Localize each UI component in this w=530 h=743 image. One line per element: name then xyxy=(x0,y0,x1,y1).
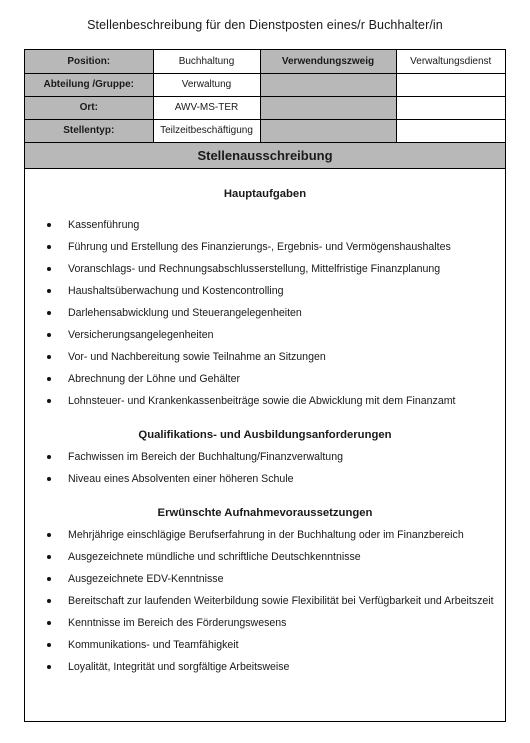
empty-cell xyxy=(396,73,505,96)
ort-label: Ort: xyxy=(25,96,153,119)
empty-cell xyxy=(396,96,505,119)
bullet-icon xyxy=(47,311,51,315)
position-label: Position: xyxy=(25,50,153,73)
bullet-icon xyxy=(47,455,51,459)
bullet-icon xyxy=(47,555,51,559)
list-item-text: Lohnsteuer- und Krankenkassenbeiträge sowie die Abwicklung mit dem Finanzamt xyxy=(68,394,456,407)
bullet-icon xyxy=(47,223,51,227)
stellentyp-label: Stellentyp: xyxy=(25,119,153,142)
empty-cell xyxy=(396,119,505,142)
list-voraussetzungen xyxy=(25,524,505,678)
heading-voraussetzungen: Erwünschte Aufnahmevoraussetzungen xyxy=(157,506,373,519)
bullet-icon xyxy=(47,599,51,603)
list-item xyxy=(25,258,505,280)
list-item-text: Mehrjährige einschlägige Berufserfahrung in der Buchhaltung oder im Finanzbereich xyxy=(68,528,464,541)
verwendungszweig-value: Verwaltungsdienst xyxy=(396,50,505,73)
list-item-text: Ausgezeichnete mündliche und schriftliche Deutschkenntnisse xyxy=(68,550,361,563)
bullet-icon xyxy=(47,267,51,271)
list-item xyxy=(25,524,505,546)
list-item-text: Fachwissen im Bereich der Buchhaltung/Finanzverwaltung xyxy=(68,450,343,463)
info-row-position xyxy=(25,50,505,73)
abteilung-label: Abteilung /Gruppe: xyxy=(25,73,153,96)
bullet-icon xyxy=(47,533,51,537)
list-item-text: Darlehensabwicklung und Steuerangelegenheiten xyxy=(68,306,302,319)
list-item-text: Niveau eines Absolventen einer höheren Schule xyxy=(68,472,294,485)
list-item xyxy=(25,368,505,390)
list-item xyxy=(25,236,505,258)
list-item xyxy=(25,568,505,590)
empty-grey-cell xyxy=(260,119,396,142)
list-hauptaufgaben xyxy=(25,214,505,412)
list-qualifikationen xyxy=(25,446,505,490)
bullet-icon xyxy=(47,665,51,669)
list-item xyxy=(25,280,505,302)
abteilung-value: Verwaltung xyxy=(153,73,260,96)
section-header-stellenausschreibung: Stellenausschreibung xyxy=(25,143,505,169)
bullet-icon xyxy=(47,399,51,403)
empty-grey-cell xyxy=(260,96,396,119)
bullet-icon xyxy=(47,333,51,337)
list-item-text: Versicherungsangelegenheiten xyxy=(68,328,214,341)
list-item xyxy=(25,446,505,468)
ort-value: AWV-MS-TER xyxy=(153,96,260,119)
bullet-icon xyxy=(47,643,51,647)
position-value: Buchhaltung xyxy=(153,50,260,73)
list-item xyxy=(25,546,505,568)
list-item xyxy=(25,612,505,634)
list-item xyxy=(25,656,505,678)
list-item-text: Kommunikations- und Teamfähigkeit xyxy=(68,638,239,651)
document-title: Stellenbeschreibung für den Dienstposten eines/r Buchhalter/in xyxy=(87,18,443,32)
list-item xyxy=(25,346,505,368)
list-item xyxy=(25,468,505,490)
list-item-text: Kassenführung xyxy=(68,218,140,231)
verwendungszweig-label: Verwendungszweig xyxy=(260,50,396,73)
content-area xyxy=(25,169,505,678)
bullet-icon xyxy=(47,377,51,381)
list-item xyxy=(25,302,505,324)
list-item xyxy=(25,324,505,346)
stellentyp-value: Teilzeitbeschäftigung xyxy=(153,119,260,142)
list-item-text: Bereitschaft zur laufenden Weiterbildung sowie Flexibilität bei Verfügbarkeit und Arbeitszeit xyxy=(68,594,494,607)
list-item-text: Abrechnung der Löhne und Gehälter xyxy=(68,372,240,385)
info-table xyxy=(25,50,505,143)
heading-hauptaufgaben: Hauptaufgaben xyxy=(223,187,307,200)
bullet-icon xyxy=(47,477,51,481)
list-item xyxy=(25,390,505,412)
bullet-icon xyxy=(47,355,51,359)
empty-grey-cell xyxy=(260,73,396,96)
bullet-icon xyxy=(47,577,51,581)
list-item xyxy=(25,214,505,236)
list-item-text: Haushaltsüberwachung und Kostencontrolling xyxy=(68,284,284,297)
info-row-stellentyp xyxy=(25,119,505,142)
heading-qualifikationen: Qualifikations- und Ausbildungsanforderungen xyxy=(138,428,392,441)
info-row-ort xyxy=(25,96,505,119)
bullet-icon xyxy=(47,289,51,293)
list-item xyxy=(25,634,505,656)
bullet-icon xyxy=(47,245,51,249)
list-item-text: Voranschlags- und Rechnungsabschlusserstellung, Mittelfristige Finanzplanung xyxy=(68,262,441,275)
list-item-text: Ausgezeichnete EDV-Kenntnisse xyxy=(68,572,224,585)
list-item xyxy=(25,590,505,612)
bullet-icon xyxy=(47,621,51,625)
list-item-text: Führung und Erstellung des Finanzierungs-, Ergebnis- und Vermögenshaushaltes xyxy=(68,240,451,253)
info-row-abteilung xyxy=(25,73,505,96)
list-item-text: Kenntnisse im Bereich des Förderungswesens xyxy=(68,616,287,629)
job-description-frame xyxy=(24,49,506,722)
list-item-text: Loyalität, Integrität und sorgfältige Arbeitsweise xyxy=(68,660,290,673)
list-item-text: Vor- und Nachbereitung sowie Teilnahme an Sitzungen xyxy=(68,350,326,363)
